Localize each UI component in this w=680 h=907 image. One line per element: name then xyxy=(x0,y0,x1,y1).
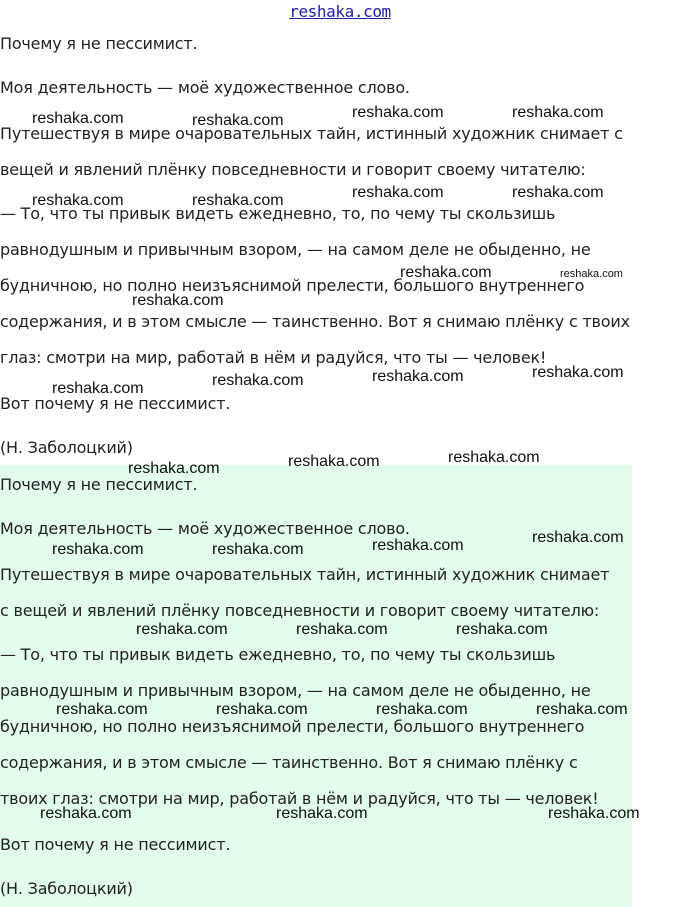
watermark: reshaka.com xyxy=(56,701,148,718)
original-text-section xyxy=(0,0,640,465)
text-line: с вещей и явлений плёнку повседневности и говорит своему читателю: xyxy=(0,601,600,620)
watermark: reshaka.com xyxy=(560,268,623,280)
text-line: вещей и явлений плёнку повседневности и говорит своему читателю: xyxy=(0,160,586,179)
watermark: reshaka.com xyxy=(400,264,492,281)
watermark: reshaka.com xyxy=(212,541,304,558)
text-line: глаз: смотри на мир, работай в нём и радуйся, что ты — человек! xyxy=(0,348,547,367)
text-line: будничною, но полно неизъяснимой прелести, большого внутреннего xyxy=(0,717,585,736)
text-line: Вот почему я не пессимист. xyxy=(0,394,231,413)
watermark: reshaka.com xyxy=(532,364,624,381)
watermark: reshaka.com xyxy=(512,104,604,121)
watermark: reshaka.com xyxy=(52,541,144,558)
text-line: равнодушным и привычным взором, — на самом деле не обыденно, не xyxy=(0,240,591,259)
watermark: reshaka.com xyxy=(352,104,444,121)
watermark: reshaka.com xyxy=(216,701,308,718)
text-line: содержания, и в этом смысле — таинственно. Вот я снимаю плёнку с твоих xyxy=(0,312,630,331)
watermark: reshaka.com xyxy=(288,453,380,470)
site-header-link[interactable]: reshaka.com xyxy=(289,2,391,21)
watermark: reshaka.com xyxy=(532,529,624,546)
watermark: reshaka.com xyxy=(296,621,388,638)
text-line: Путешествуя в мире очаровательных тайн, истинный художник снимает xyxy=(0,565,610,584)
text-line: Моя деятельность — моё художественное слово. xyxy=(0,519,410,538)
watermark: reshaka.com xyxy=(276,805,368,822)
watermark: reshaka.com xyxy=(456,621,548,638)
watermark: reshaka.com xyxy=(132,292,224,309)
text-line: Моя деятельность — моё художественное слово. xyxy=(0,78,410,97)
text-line: Путешествуя в мире очаровательных тайн, истинный художник снимает с xyxy=(0,124,623,143)
text-line: — То, что ты привык видеть ежедневно, то, по чему ты скользишь xyxy=(0,645,556,664)
watermark: reshaka.com xyxy=(192,112,284,129)
watermark: reshaka.com xyxy=(128,460,220,477)
author-line: (Н. Заболоцкий) xyxy=(0,438,133,457)
watermark: reshaka.com xyxy=(40,805,132,822)
watermark: reshaka.com xyxy=(52,380,144,397)
answer-section xyxy=(0,449,640,907)
watermark: reshaka.com xyxy=(352,184,444,201)
text-line: Почему я не пессимист. xyxy=(0,34,198,53)
text-line: будничною, но полно неизъяснимой прелести, большого внутреннего xyxy=(0,276,585,295)
watermark: reshaka.com xyxy=(376,701,468,718)
text-line: — То, что ты привык видеть ежедневно, то, по чему ты скользишь xyxy=(0,204,556,223)
author-line: (Н. Заболоцкий) xyxy=(0,879,133,898)
watermark: reshaka.com xyxy=(536,701,628,718)
watermark: reshaka.com xyxy=(136,621,228,638)
watermark: reshaka.com xyxy=(448,449,540,466)
watermark: reshaka.com xyxy=(548,805,640,822)
watermark: reshaka.com xyxy=(212,372,304,389)
text-line: твоих глаз: смотри на мир, работай в нём и радуйся, что ты — человек! xyxy=(0,789,599,808)
watermark: reshaka.com xyxy=(32,110,124,127)
watermark: reshaka.com xyxy=(192,192,284,209)
watermark: reshaka.com xyxy=(32,192,124,209)
text-line: Почему я не пессимист. xyxy=(0,475,198,494)
watermark: reshaka.com xyxy=(372,537,464,554)
watermark: reshaka.com xyxy=(372,368,464,385)
text-line: Вот почему я не пессимист. xyxy=(0,835,231,854)
text-line: содержания, и в этом смысле — таинственно. Вот я снимаю плёнку с xyxy=(0,753,578,772)
text-line: равнодушным и привычным взором, — на самом деле не обыденно, не xyxy=(0,681,591,700)
watermark: reshaka.com xyxy=(512,184,604,201)
